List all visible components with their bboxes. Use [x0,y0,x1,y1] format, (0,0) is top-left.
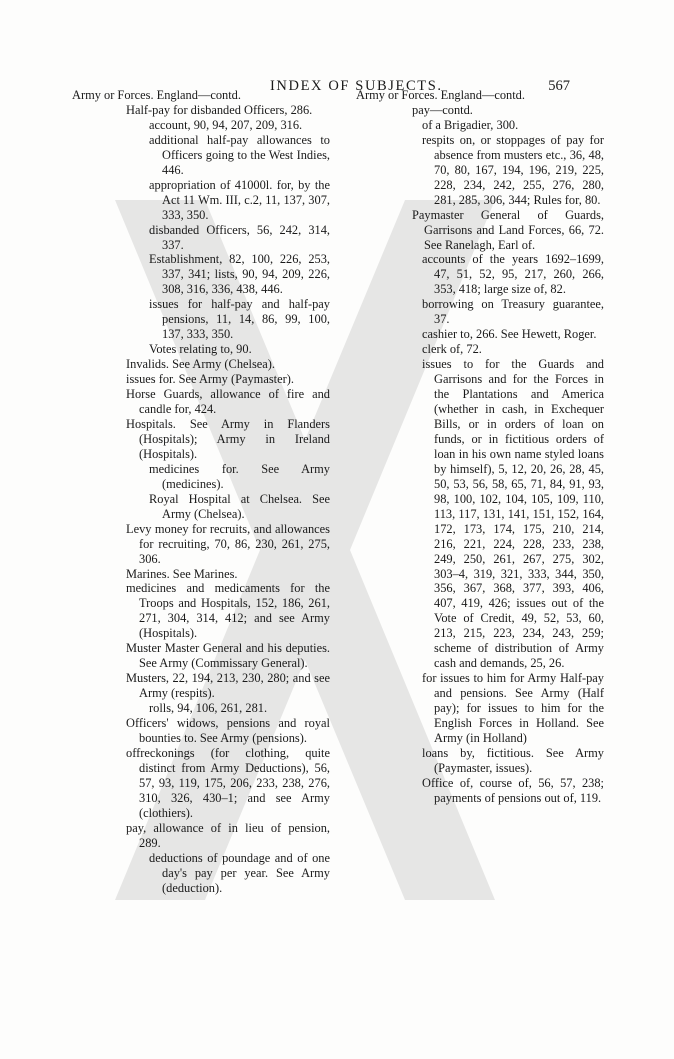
index-entry: Paymaster General of Guards, Garrisons and Land Forces, 66, 72. See Ranelagh, Earl of. [412,207,604,252]
header-title: INDEX OF SUBJECTS. [270,78,443,94]
index-entry: Royal Hospital at Chelsea. See Army (Chelsea). [149,491,330,521]
left-column [72,88,330,895]
page-number: 567 [548,78,570,94]
index-entry: pay, allowance of in lieu of pension, 289. [126,820,330,850]
index-entry: Officers' widows, pensions and royal bounties to. See Army (pensions). [126,716,330,745]
index-entry: medicines for. See Army (medicines). [149,461,330,491]
index-entry: clerk of, 72. [422,342,482,357]
index-entry: account, 90, 94, 207, 209, 316. [149,117,303,132]
index-entry: Invalids. See Army (Chelsea). [126,357,275,372]
index-entry: loans by, fictitious. See Army (Paymaster, issues). [422,745,604,775]
index-entry: issues for. See Army (Paymaster). [126,372,294,387]
index-entry: rolls, 94, 106, 261, 281. [149,701,268,716]
index-entry: deductions of poundage and of one day's pay per year. See Army (deduction). [149,850,330,895]
left-entries [72,103,330,896]
index-entry: offreckonings (for clothing, quite distinct from Army Deductions), 56, 57, 93, 119, 175, 206, 233, 238, 276, 310, 326, 430–1; and see Army (clothiers). [126,745,330,820]
index-entry: Votes relating to, 90. [149,342,252,357]
index-entry: Office of, course of, 56, 57, 238; payments of pensions out of, 119. [422,775,604,805]
index-entry: respits on, or stoppages of pay for absence from musters etc., 36, 48, 70, 80, 167, 194, 196, 219, 225, 228, 234, 242, 255, 276, 280, 281, 285, 306, 344; Rules for, 80. [422,132,604,207]
right-column [356,88,604,806]
index-entry: of a Brigadier, 300. [422,117,519,132]
index-entry: medicines and medicaments for the Troops and Hospitals, 152, 186, 261, 271, 304, 314, 412; and see Army (Hospitals). [126,581,330,641]
right-column-heading: Army or Forces. England—contd. [356,88,525,102]
index-entry: Establishment, 82, 100, 226, 253, 337, 341; lists, 90, 94, 209, 226, 308, 316, 336, 438, 446. [149,252,330,297]
index-entry: Half-pay for disbanded Officers, 286. [126,102,313,117]
index-entry: Marines. See Marines. [126,566,238,581]
index-entry: additional half-pay allowances to Officers going to the West Indies, 446. [149,132,330,177]
index-entry: issues for half-pay and half-pay pensions, 11, 14, 86, 99, 100, 137, 333, 350. [149,297,330,342]
index-entry: Levy money for recruits, and allowances for recruiting, 70, 86, 230, 261, 275, 306. [126,521,330,566]
index-entry: accounts of the years 1692–1699, 47, 51, 52, 95, 217, 260, 266, 353, 418; large size of, 82. [422,252,604,297]
index-entry: pay—contd. [412,102,473,117]
index-entry: appropriation of 41000l. for, by the Act 11 Wm. III, c.2, 11, 137, 307, 333, 350. [149,177,330,222]
index-entry: Horse Guards, allowance of fire and candle for, 424. [126,387,330,417]
left-column-heading: Army or Forces. England—contd. [72,88,241,102]
index-entry: Muster Master General and his deputies. See Army (Commissary General). [126,641,330,671]
index-entry: issues to for the Guards and Garrisons and for the Forces in the Plantations and America (whether in cash, in Exchequer Bills, or in orders of loan on funds, or in fictitious orders of loan in his own name styled loans by himself), 5, 12, 20, 26, 28, 45, 50, 53, 56, 58, 65, 71, 84, 91, 93, 98, 100, 102, 104, 105, 109, 110, 113, 117, 131, 141, 151, 152, 164, 172, 173, 174, 175, 210, 214, 216, 221, 224, 228, 233, 238, 249, 250, 261, 267, 275, 302, 303–4, 319, 321, 333, 344, 350, 356, 367, 368, 377, 393, 406, 407, 419, 426; issues out of the Vote of Credit, 49, 52, 53, 60, 213, 215, 223, 234, 243, 259; scheme of distribution of Army cash and demands, 25, 26. [422,357,604,671]
index-entry: Hospitals. See Army in Flanders (Hospitals); Army in Ireland (Hospitals). [126,416,330,461]
index-entry: for issues to him for Army Half-pay and pensions. See Army (Half pay); for issues to him for the English Forces in Holland. See Army (in Holland) [422,671,604,745]
index-entry: borrowing on Treasury guarantee, 37. [422,297,604,327]
index-entry: Musters, 22, 194, 213, 230, 280; and see Army (respits). [126,671,330,701]
index-entry: disbanded Officers, 56, 242, 314, 337. [149,222,330,252]
right-entries [356,103,604,806]
index-entry: cashier to, 266. See Hewett, Roger. [422,327,597,342]
